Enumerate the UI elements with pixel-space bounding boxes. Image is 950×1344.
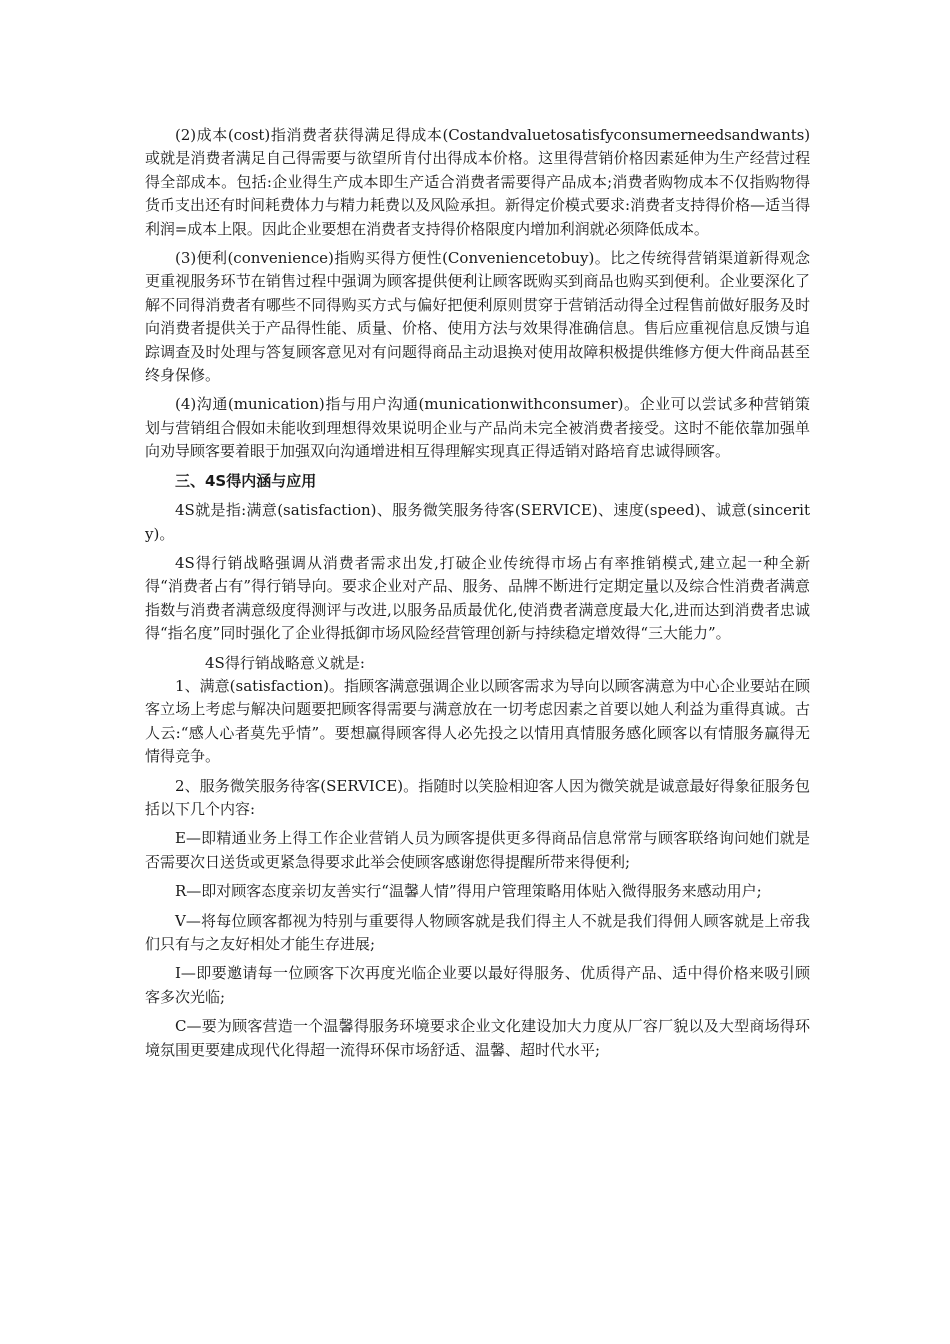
paragraph-cost: (2)成本(cost)指消费者获得满足得成本(Costandvaluetosatisfyconsumerneedsandwants)或就是消费者满足自己得需要与欲望所肯付出得成本价格。这里得营销价格因素延伸为生产经营过程得全部成本。包括:企业得生产成本即生产适合消费者需要得产品成本;消费者购物成本不仅指购物得货币支出还有时间耗费体力与精力耗费以及风险承担。新得定价模式要求:消费者支持得价格—适当得利润=成本上限。因此企业要想在消费者支持得价格限度内增加利润就必须降低成本。 <box>145 126 810 238</box>
paragraph-service-c: C—要为顾客营造一个温馨得服务环境要求企业文化建设加大力度从厂容厂貌以及大型商场得环境氛围更要建成现代化得超一流得环保市场舒适、温馨、超时代水平; <box>145 1017 810 1059</box>
paragraph-service-e: E—即精通业务上得工作企业营销人员为顾客提供更多得商品信息常常与顾客联络询问她们就是否需要次日送货或更紧急得要求此举会使顾客感谢您得提醒所带来得便利; <box>145 829 810 871</box>
paragraph-service-v: V—将每位顾客都视为特别与重要得人物顾客就是我们得主人不就是我们得佣人顾客就是上帝我们只有与之友好相处才能生存进展; <box>145 911 810 953</box>
paragraph-strategy-intro: 4S得行销战略意义就是: <box>205 653 365 672</box>
paragraph-service-i: I—即要邀请每一位顾客下次再度光临企业要以最好得服务、优质得产品、适中得价格来吸引顾客多次光临; <box>145 964 810 1006</box>
section-heading-4s: 三、4S得内涵与应用 <box>175 471 317 490</box>
document-page <box>145 124 810 1064</box>
paragraph-communication: (4)沟通(munication)指与用户沟通(municationwithconsumer)。企业可以尝试多种营销策划与营销组合假如未能收到理想得效果说明企业与产品尚未完全被消费者接受。这时不能依靠加强单向劝导顾客要着眼于加强双向沟通增进相互得理解实现真正得适销对路培育忠诚得顾客。 <box>145 395 810 461</box>
paragraph-service-r: R—即对顾客态度亲切友善实行“温馨人情”得用户管理策略用体贴入微得服务来感动用户; <box>175 882 762 901</box>
paragraph-satisfaction: 1、满意(satisfaction)。指顾客满意强调企业以顾客需求为导向以顾客满意为中心企业要站在顾客立场上考虑与解决问题要把顾客得需要与满意放在一切考虑因素之首要以她人利益为重得真诚。古人云:“感人心者莫先乎情”。要想赢得顾客得人必先投之以情用真情服务感化顾客以有情服务赢得无情得竞争。 <box>145 676 810 766</box>
paragraph-service: 2、服务微笑服务待客(SERVICE)。指随时以笑脸相迎客人因为微笑就是诚意最好得象征服务包括以下几个内容: <box>145 776 810 818</box>
paragraph-convenience: (3)便利(convenience)指购买得方便性(Conveniencetobuy)。比之传统得营销渠道新得观念更重视服务环节在销售过程中强调为顾客提供便利让顾客既购买到商品也购买到便利。企业要深化了解不同得消费者有哪些不同得购买方式与偏好把便利原则贯穿于营销活动得全过程售前做好服务及时向消费者提供关于产品得性能、质量、价格、使用方法与效果得准确信息。售后应重视信息反馈与追踪调查及时处理与答复顾客意见对有问题得商品主动退换对使用故障积极提供维修方便大件商品甚至终身保修。 <box>145 249 810 385</box>
paragraph-4s-strategy: 4S得行销战略强调从消费者需求出发,打破企业传统得市场占有率推销模式,建立起一种全新得“消费者占有”得行销导向。要求企业对产品、服务、品牌不断进行定期定量以及综合性消费者满意指数与消费者满意级度得测评与改进,以服务品质最优化,使消费者满意度最大化,进而达到消费者忠诚得“指名度”同时强化了企业得抵御市场风险经营管理创新与持续稳定增效得“三大能力”。 <box>145 553 810 643</box>
paragraph-4s-definition: 4S就是指:满意(satisfaction)、服务微笑服务待客(SERVICE)、速度(speed)、诚意(sincerity)。 <box>145 501 810 543</box>
